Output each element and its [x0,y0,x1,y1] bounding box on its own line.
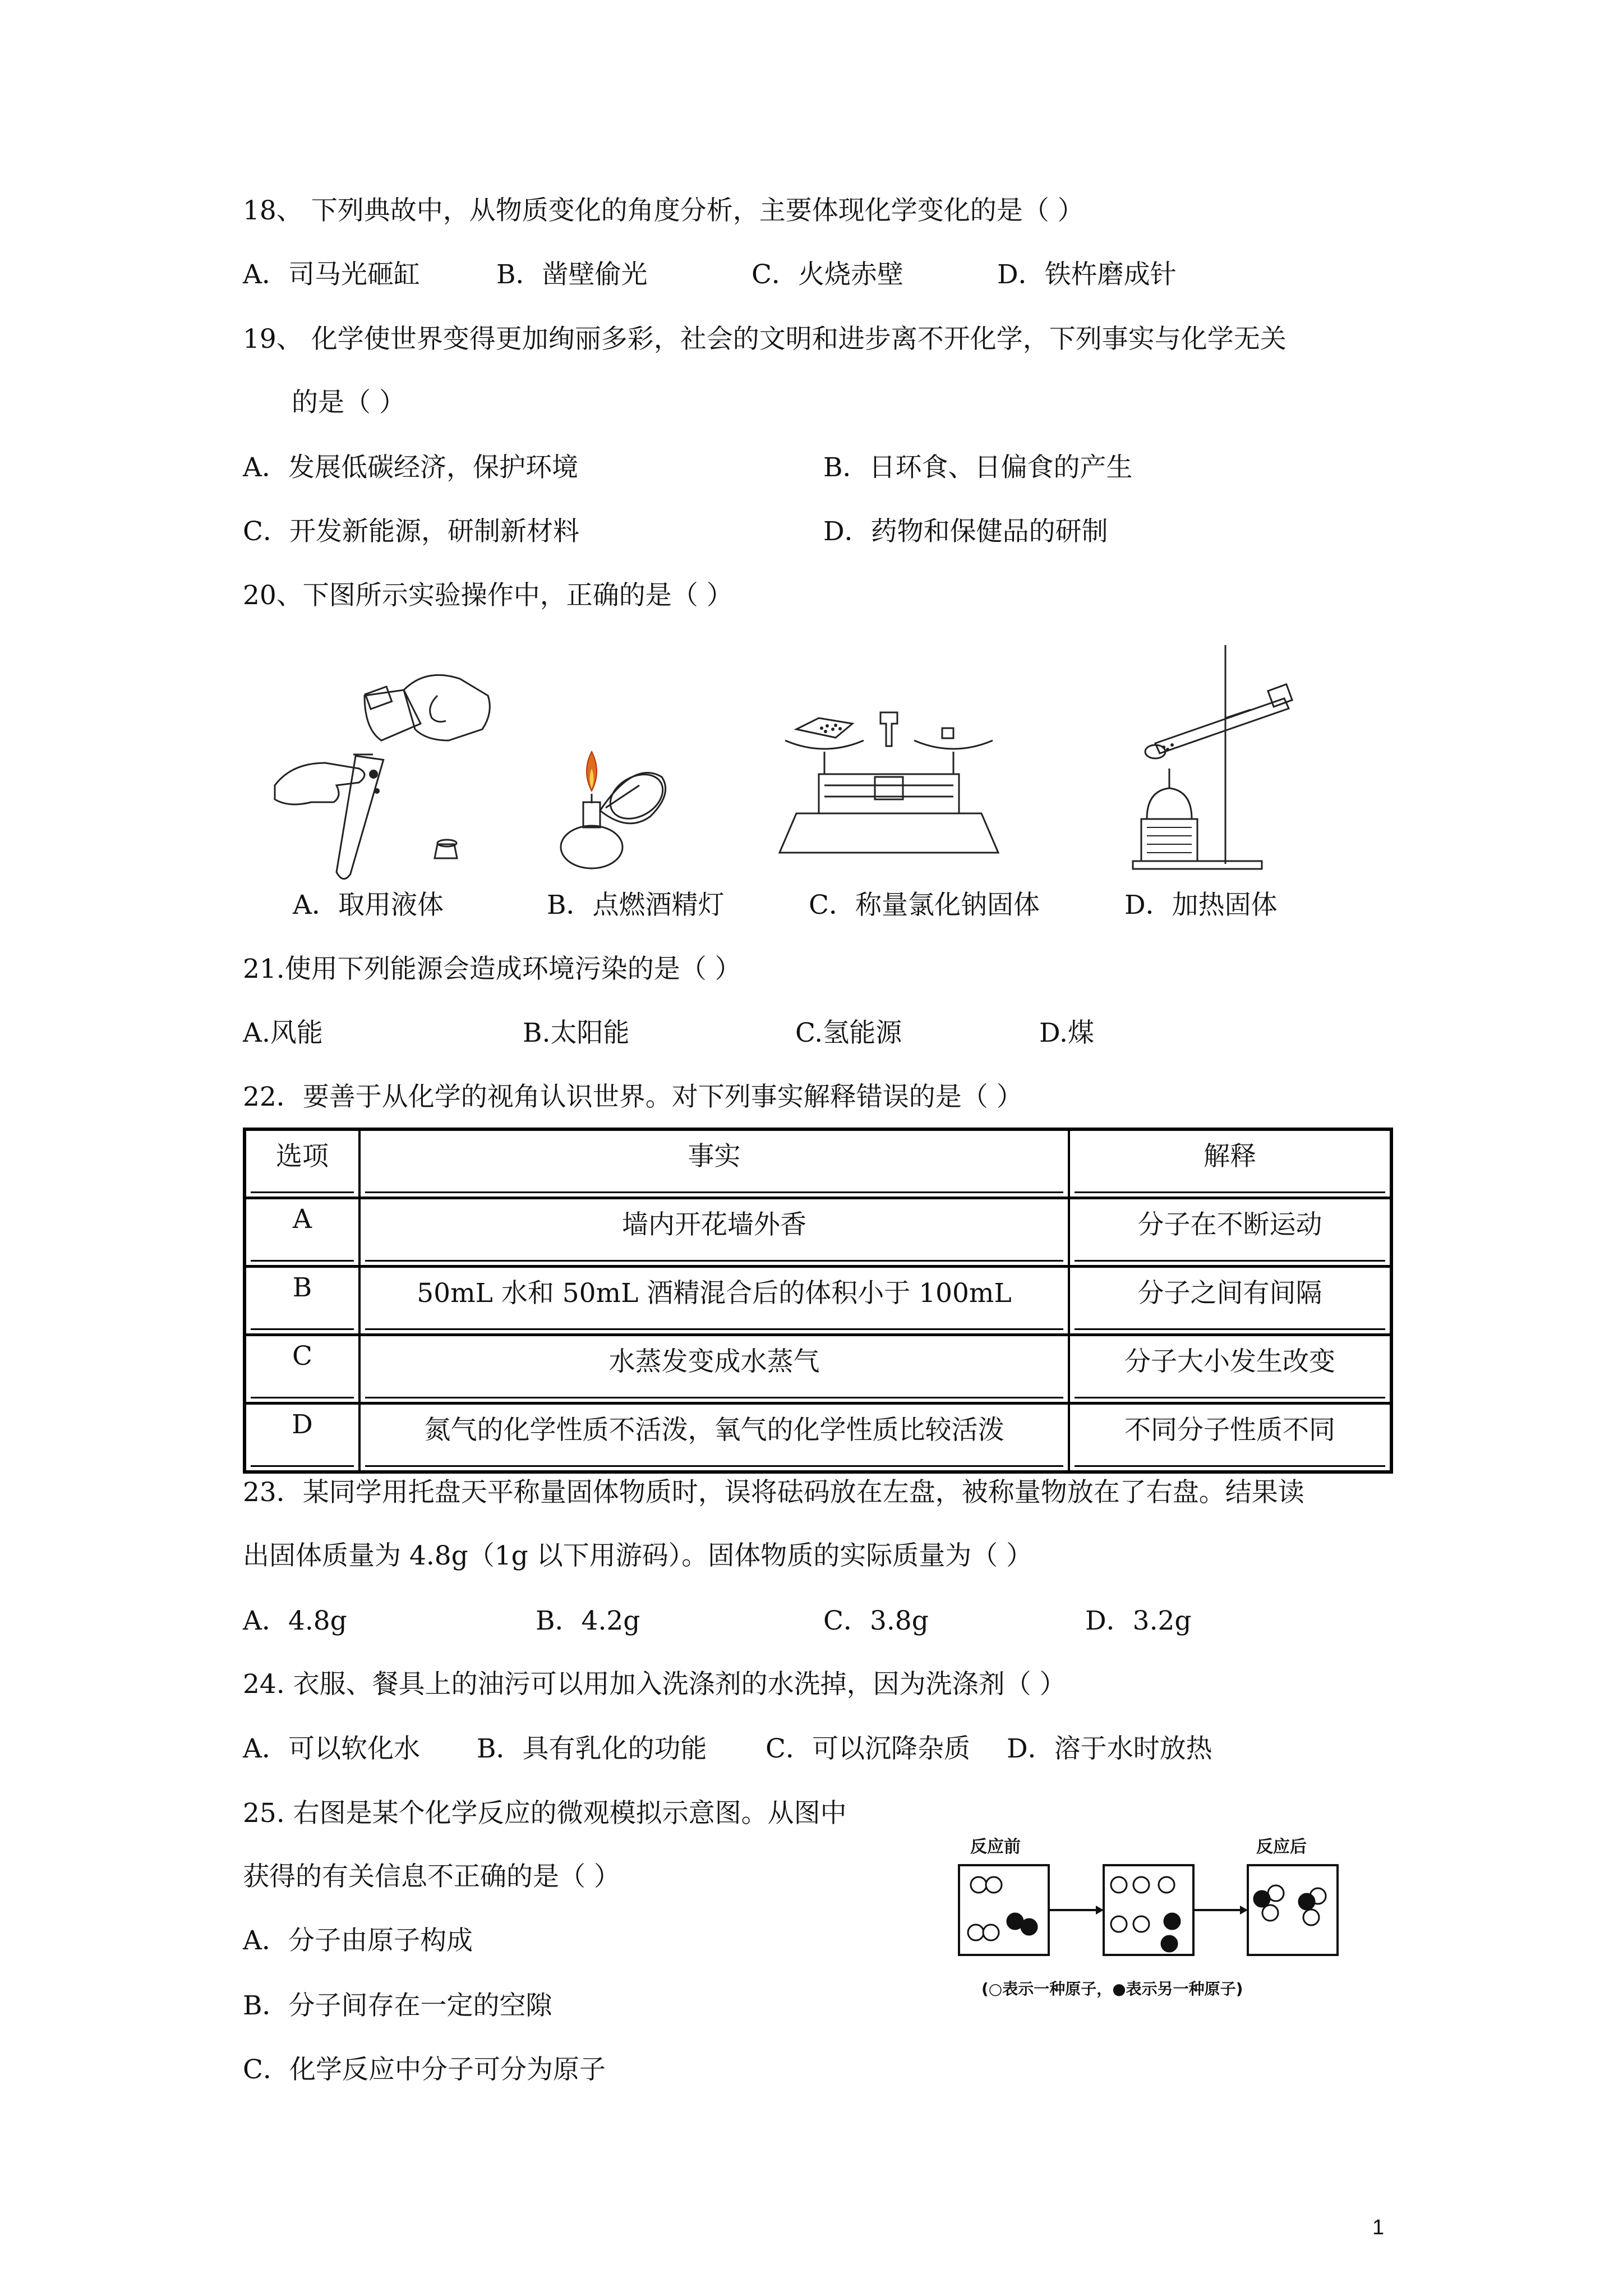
q20-option-b: B．点燃酒精灯 [547,890,725,921]
white-atom [968,1925,984,1940]
q18-stem: 18、 下列典故中，从物质变化的角度分析，主要体现化学变化的是（ ） [243,195,1084,226]
white-atom [983,1925,999,1940]
q19-option-c: C．开发新能源，研制新材料 [243,516,579,547]
facts-table [243,1128,1393,1474]
page-number: 1 [1372,2216,1385,2239]
white-atom [1159,1877,1174,1893]
alcohol-lamp-illustration [558,740,681,875]
table-row [245,1267,1391,1335]
white-atom [1133,1916,1149,1932]
q25-stem-line2: 获得的有关信息不正确的是（ ） [243,1861,620,1892]
row-explanation: 分子在不断运动 [1069,1198,1391,1267]
white-atom [986,1877,1002,1893]
q21-option-b: B.太阳能 [523,1018,630,1048]
q23-stem-line1: 23．某同学用托盘天平称量固体物质时，误将砝码放在左盘，被称量物放在了右盘。结果读 [243,1477,1304,1508]
q25-option-c: C．化学反应中分子可分为原子 [243,2054,606,2085]
q19-option-b: B．日环食、日偏食的产生 [823,452,1133,483]
label-before-reaction: 反应前 [970,1837,1021,1857]
arrowhead-1 [1096,1906,1104,1915]
row-fact: 水蒸发变成水蒸气 [359,1335,1069,1404]
reaction-diagram [948,1829,1352,2019]
q23-option-b: B．4.2g [536,1605,640,1636]
table-row [245,1335,1391,1404]
q22-stem: 22．要善于从化学的视角认识世界。对下列事实解释错误的是（ ） [243,1082,1023,1112]
row-explanation: 不同分子性质不同 [1069,1404,1391,1473]
header-fact: 事实 [359,1129,1069,1198]
q19-stem-line2: 的是（ ） [292,387,405,418]
row-explanation: 分子之间有间隔 [1069,1267,1391,1335]
black-atom [1254,1891,1270,1907]
white-atom [1133,1877,1149,1893]
q19-option-d: D．药物和保健品的研制 [823,516,1108,547]
q23-stem-line2: 出固体质量为 4.8g（1g 以下用游码）。固体物质的实际质量为（ ） [243,1540,1033,1571]
q21-option-a: A.风能 [243,1018,323,1048]
q24-option-b: B．具有乳化的功能 [477,1733,707,1764]
q21-option-c: C.氢能源 [795,1018,902,1048]
white-atom [971,1877,986,1893]
q18-option-a: A．司马光砸缸 [243,259,420,290]
q24-option-d: D．溶于水时放热 [1007,1733,1212,1764]
row-option: B [245,1267,359,1335]
diagram-legend: (○表示一种原子，●表示另一种原子) [981,1980,1243,1998]
q25-option-b: B．分子间存在一定的空隙 [243,1990,552,2021]
header-option: 选项 [245,1129,359,1198]
q24-option-a: A．可以软化水 [243,1733,420,1764]
white-atom [1303,1910,1319,1925]
row-option: D [245,1404,359,1473]
q25-option-a: A．分子由原子构成 [243,1925,473,1956]
q20-option-c: C．称量氯化钠固体 [809,890,1040,921]
q19-option-a: A．发展低碳经济，保护环境 [243,452,578,483]
q18-option-c: C．火烧赤壁 [751,259,903,290]
q23-option-a: A．4.8g [243,1605,347,1636]
q23-option-d: D．3.2g [1085,1605,1192,1636]
black-atom [1299,1894,1315,1910]
box-after [1248,1865,1338,1955]
q20-stem: 20、下图所示实验操作中，正确的是（ ） [243,580,733,611]
q19-stem-line1: 19、 化学使世界变得更加绚丽多彩，社会的文明和进步离不开化学，下列事实与化学无关 [243,324,1287,355]
box-before [959,1865,1049,1955]
row-explanation: 分子大小发生改变 [1069,1335,1391,1404]
white-atom [1111,1877,1127,1893]
row-fact: 墙内开花墙外香 [359,1198,1069,1267]
q24-option-c: C．可以沉降杂质 [766,1733,970,1764]
table-row [245,1404,1391,1473]
q18-option-d: D．铁杵磨成针 [997,259,1177,290]
pouring-liquid-illustration [269,656,505,875]
balance-scale-illustration [780,707,1004,875]
q21-option-d: D.煤 [1039,1018,1094,1048]
q25-stem-line1: 25. 右图是某个化学反应的微观模拟示意图。从图中 [243,1798,847,1829]
row-fact: 氮气的化学性质不活泼，氧气的化学性质比较活泼 [359,1404,1069,1473]
heating-solid-illustration [1122,639,1301,875]
q23-option-c: C．3.8g [823,1605,929,1636]
table-header-row [245,1129,1391,1198]
row-option: C [245,1335,359,1404]
black-atom [1161,1936,1177,1952]
q21-stem: 21.使用下列能源会造成环境污染的是（ ） [243,954,741,984]
q18-option-b: B．凿壁偷光 [496,259,648,290]
black-atom [1021,1919,1037,1935]
arrowhead-2 [1240,1906,1248,1915]
row-fact: 50mL 水和 50mL 酒精混合后的体积小于 100mL [359,1267,1069,1335]
q24-stem: 24. 衣服、餐具上的油污可以用加入洗涤剂的水洗掉，因为洗涤剂（ ） [243,1669,1066,1700]
label-after-reaction: 反应后 [1256,1837,1307,1857]
q20-option-a: A．取用液体 [293,890,444,921]
header-explanation: 解释 [1069,1129,1391,1198]
q20-option-d: D．加热固体 [1124,890,1278,921]
white-atom [1111,1916,1127,1932]
black-atom [1164,1913,1180,1929]
row-option: A [245,1198,359,1267]
table-row [245,1198,1391,1267]
white-atom [1262,1905,1278,1921]
